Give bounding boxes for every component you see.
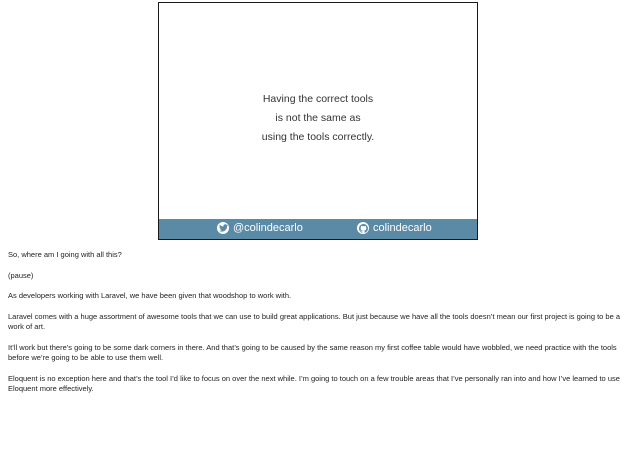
notes-paragraph: It’ll work but there’s going to be some dark corners in there. And that’s going to be caused by the same reason my first coffee table would have wobbled, we need practice with the tools before we’re going to be able to use them well.: [8, 342, 617, 362]
github-handle-group: [357, 222, 432, 234]
github-icon: [357, 222, 369, 234]
slide-preview: [158, 2, 478, 240]
twitter-handle-group: [217, 222, 303, 234]
quote-line: using the tools correctly.: [261, 131, 375, 143]
twitter-icon: [217, 222, 229, 234]
slide-footer-bar: [159, 219, 477, 239]
notes-paragraph: As developers working with Laravel, we have been given that woodshop to work with.: [8, 291, 292, 300]
twitter-handle: @colindecarlo: [233, 222, 303, 234]
quote-line: is not the same as: [275, 112, 361, 124]
github-handle: colindecarlo: [373, 222, 432, 234]
speaker-notes: [8, 250, 630, 405]
notes-paragraph: Eloquent is no exception here and that’s the tool I’d like to focus on over the next while. I’m going to touch on a few trouble areas that I’ve personally ran into and how I’ve learned to use Eloquent more effectively.: [8, 373, 620, 393]
slide-quote: [159, 90, 477, 147]
notes-paragraph: Laravel comes with a huge assortment of awesome tools that we can use to build great applications. But just because we have all the tools doesn’t mean our first project is going to be a work of art.: [8, 311, 621, 331]
notes-paragraph: (pause): [8, 270, 34, 280]
quote-line: Having the correct tools: [262, 93, 374, 105]
notes-paragraph: So, where am I going with all this?: [8, 250, 122, 259]
